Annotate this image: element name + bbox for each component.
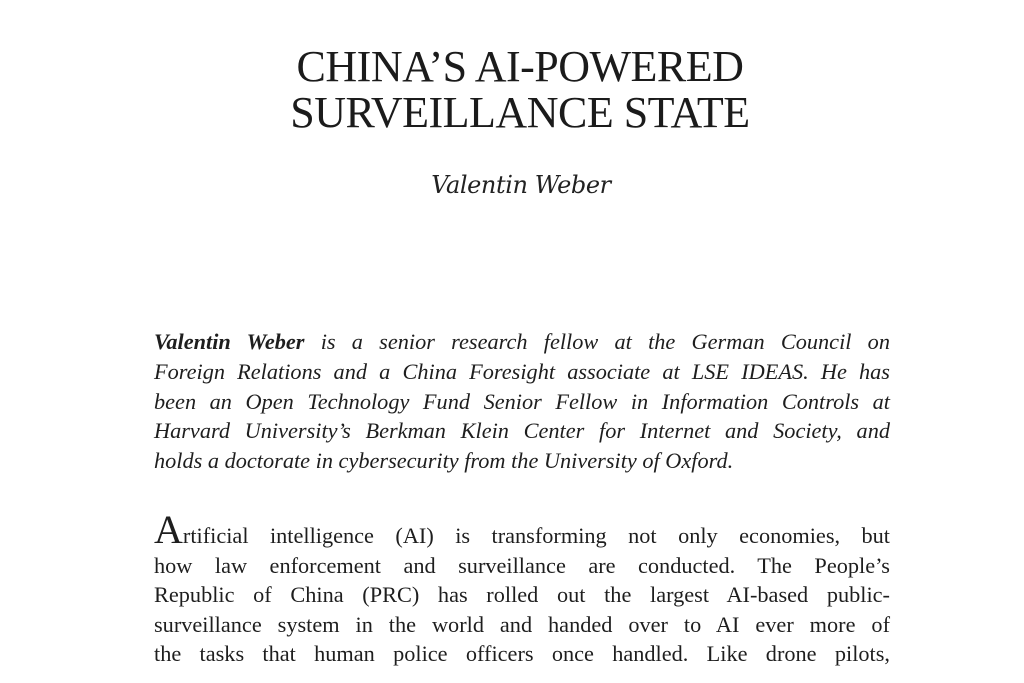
- title-line-1: CHINA’S AI-POWERED: [296, 42, 744, 91]
- body-line-3: Republic of China (PRC) has rolled out the largest AI-based public-: [154, 582, 890, 608]
- bio-author-name: Valentin Weber: [154, 329, 305, 354]
- drop-cap: A: [154, 507, 183, 552]
- bio-line-1: Valentin Weber is a senior research fellow at the German Council on: [154, 329, 890, 354]
- author-bio: [154, 327, 890, 476]
- bio-line-4: Harvard University’s Berkman Klein Center for Internet and Society, and: [154, 418, 890, 444]
- title-line-2: SURVEILLANCE STATE: [290, 88, 750, 137]
- article-body: [154, 507, 890, 669]
- bio-line-2: Foreign Relations and a China Foresight associate at LSE IDEAS. He has: [154, 358, 890, 384]
- body-line-4: surveillance system in the world and handed over to AI ever more of: [154, 611, 890, 637]
- article-author: Valentin Weber: [431, 171, 611, 199]
- bio-line-5: holds a doctorate in cybersecurity from the University of Oxford.: [154, 448, 734, 474]
- bio-line-3: been an Open Technology Fund Senior Fellow in Information Controls at: [154, 388, 890, 414]
- body-line-1: Artificial intelligence (AI) is transforming not only economies, but: [154, 507, 890, 552]
- body-line-2: how law enforcement and surveillance are conducted. The People’s: [154, 552, 890, 578]
- body-line-5: the tasks that human police officers once handled. Like drone pilots,: [154, 641, 890, 667]
- article-title: [0, 44, 1024, 136]
